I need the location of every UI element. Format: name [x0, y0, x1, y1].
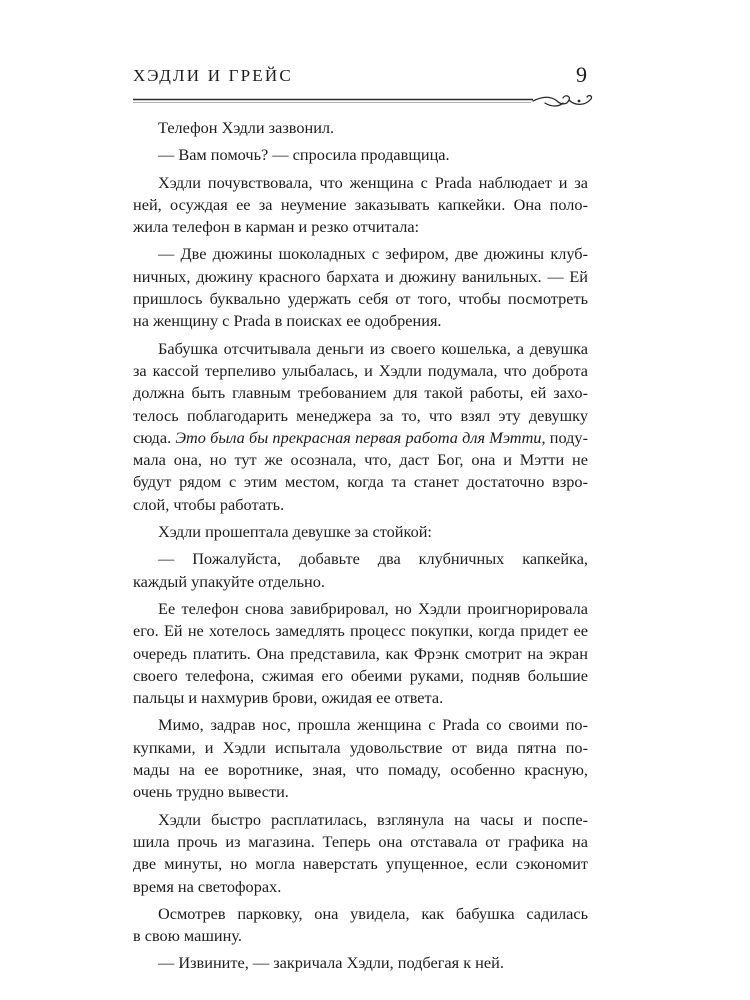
body-text: [133, 117, 588, 975]
paragraph: [133, 952, 588, 974]
text-line: на женщину с Prada в поисках ее одобрения.: [133, 311, 442, 331]
text-line: слой, чтобы работать.: [133, 494, 285, 514]
paragraph: [133, 903, 588, 948]
text-line: Бабушка отсчитывала деньги из своего кошелька, а девушка: [158, 338, 588, 358]
text-line: Ее телефон снова завибрировал, но Хэдли проигнорировала: [158, 598, 588, 618]
flourish-ornament-icon: [533, 96, 592, 106]
paragraph: [133, 338, 588, 516]
paragraph: [133, 144, 588, 166]
text-line: Хэдли почувствовала, что женщина с Prada наблюдает и за: [158, 172, 588, 192]
running-header: [133, 64, 593, 94]
text-line: ней, осуждая ее за неумение заказывать капкейки. Она поло-: [133, 194, 588, 214]
text-line: пришлось буквально удержать себя от того, чтобы посмотреть: [133, 289, 588, 309]
text-line: своего телефона, сжимая его обеими руками, подняв большие: [133, 665, 588, 685]
text-line: [133, 427, 588, 449]
text-fragment: сюда.: [133, 427, 176, 447]
paragraph: [133, 243, 588, 332]
text-line: мала она, но тут же осознала, что, даст Бог, она и Мэтти не: [133, 450, 588, 470]
text-fragment: , поду-: [541, 427, 588, 447]
text-line: время на светофорах.: [133, 876, 282, 896]
text-line: — Две дюжины шоколадных с зефиром, две дюжины клуб-: [158, 244, 588, 264]
italic-thought: Это была бы прекрасная первая работа для Мэтти: [175, 427, 542, 447]
text-line: пальцы и нахмурив брови, ожидая ее ответа.: [133, 688, 444, 708]
text-line: в свою машину.: [133, 926, 242, 946]
text-line: каждый упакуйте отдельно.: [133, 571, 325, 591]
paragraph: [133, 117, 588, 139]
text-line: ничных, дюжину красного бархата и дюжину ванильных. — Ей: [133, 266, 588, 286]
paragraph: [133, 521, 588, 543]
text-line: Осмотрев парковку, она увидела, как бабушка садилась: [158, 903, 588, 923]
text-line: купками, и Хэдли испытала удовольствие от вида пятна по-: [133, 737, 588, 757]
paragraph: [133, 809, 588, 898]
text-line: будут рядом с этим местом, когда та станет достаточно взро-: [133, 472, 588, 492]
text-line: Хэдли прошептала девушке за стойкой:: [158, 522, 432, 542]
text-line: две минуты, но могла наверстать упущенное, если сэкономит: [133, 854, 588, 874]
text-line: Мимо, задрав нос, прошла женщина с Prada со своими по-: [158, 715, 588, 735]
text-line: очередь платить. Она представила, как Фрэнк смотрит на экран: [133, 643, 588, 663]
text-line: за кассой терпеливо улыбалась, и Хэдли подумала, что доброта: [133, 360, 588, 380]
paragraph: [133, 172, 588, 239]
text-line: Хэдли быстро расплатилась, взглянула на часы и поспе-: [158, 809, 588, 829]
paragraph: [133, 548, 588, 593]
paragraph: [133, 714, 588, 803]
text-line: мады на ее воротнике, зная, что помаду, особенно красную,: [133, 760, 588, 780]
text-line: Телефон Хэдли зазвонил.: [158, 118, 335, 137]
page-number: 9: [576, 62, 587, 87]
text-line: очень трудно вывести.: [133, 782, 289, 802]
text-line: — Вам помочь? — спросила продавщица.: [158, 145, 450, 165]
text-line: жила телефон в карман и резко отчитала:: [133, 217, 420, 237]
text-line: — Извините, — закричала Хэдли, подбегая к ней.: [158, 953, 504, 973]
running-title: ХЭДЛИ И ГРЕЙС: [133, 66, 293, 85]
header-rule: [133, 94, 595, 110]
text-line: шила прочь из магазина. Теперь она отставала от графика на: [133, 831, 588, 851]
text-line: телось поблагодарить менеджера за то, что взял эту девушку: [133, 405, 588, 425]
paragraph: [133, 598, 588, 709]
text-line: его. Ей не хотелось замедлять процесс покупки, когда придет ее: [133, 621, 588, 641]
text-line: — Пожалуйста, добавьте два клубничных капкейка,: [158, 549, 588, 569]
text-line: должна быть главным требованием для такой работы, ей захо-: [133, 383, 588, 403]
